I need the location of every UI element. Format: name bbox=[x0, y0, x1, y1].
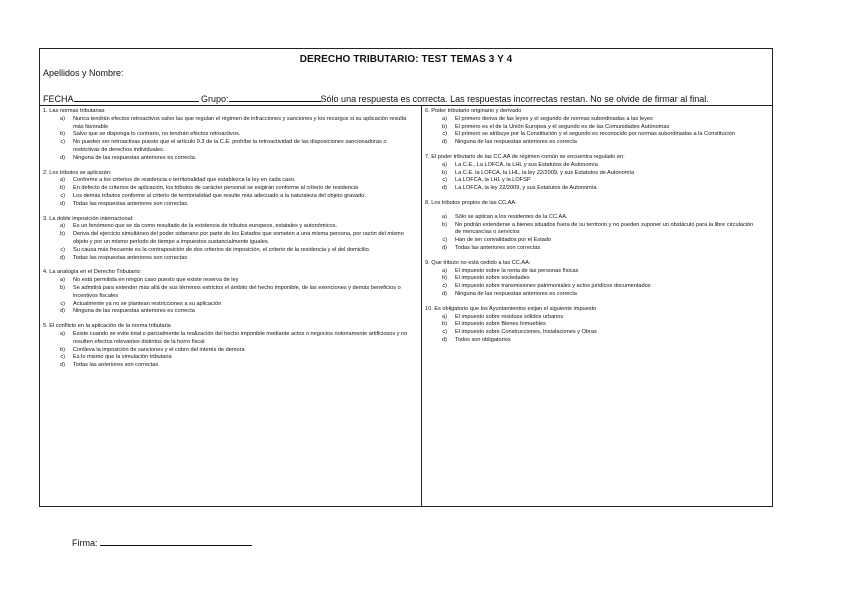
question-block bbox=[425, 200, 769, 253]
answer-option[interactable] bbox=[425, 268, 769, 276]
answer-option[interactable] bbox=[425, 222, 769, 238]
option-text: No podrán extenderse a bienes situados fuera de su territorio y no pueden suponer un obstáculo para la libre circulación de mercancías o servicios bbox=[455, 221, 754, 236]
option-letter: d) bbox=[60, 154, 65, 161]
option-letter: b) bbox=[442, 123, 447, 130]
option-letter: d) bbox=[60, 254, 65, 261]
question-block bbox=[43, 269, 418, 316]
answer-option[interactable] bbox=[425, 245, 769, 253]
answer-option[interactable] bbox=[43, 362, 418, 370]
option-text: El impuesto sobre sociedades bbox=[455, 275, 530, 282]
question-block bbox=[43, 323, 418, 370]
option-text: Todas las anteriores son correctas bbox=[73, 362, 159, 369]
option-letter: c) bbox=[60, 246, 65, 253]
question-block bbox=[43, 108, 418, 163]
option-text: Deriva del ejercicio simultáneo del poder soberano por parte de los Estados que someten a una misma persona, por razón del mismo objeto y por un mismo período de tiempo a impuestos sustancialmente iguales. bbox=[73, 231, 404, 245]
question-text: 7. El poder tributario de las CC.AA de régimen común se encuentra regulado en: bbox=[425, 153, 625, 160]
answer-option[interactable] bbox=[425, 337, 769, 345]
left-question-column bbox=[40, 106, 422, 506]
option-letter: c) bbox=[442, 237, 447, 244]
question-block bbox=[425, 260, 769, 299]
answer-option[interactable] bbox=[43, 247, 418, 255]
option-letter: a) bbox=[442, 313, 447, 320]
question-text: 4. La analogía en el Derecho Tributario: bbox=[43, 269, 142, 276]
answer-option[interactable] bbox=[43, 285, 418, 301]
option-letter: c) bbox=[442, 177, 447, 184]
option-text: El impuesto sobre transmisiones patrimoniales y actos jurídicos documentados bbox=[455, 283, 651, 290]
option-text: El primero deriva de las leyes y el segundo de normas subordinadas a las leyes bbox=[455, 115, 653, 122]
answer-option[interactable] bbox=[425, 329, 769, 337]
answer-option[interactable] bbox=[43, 277, 418, 285]
answer-option[interactable] bbox=[425, 170, 769, 178]
option-text: La C.E., La LOFCA, la LHL y sus Estatutos de Autonomía bbox=[455, 161, 598, 168]
option-text: Todas las anteriores son correctas bbox=[455, 244, 541, 251]
option-text: Ninguna de las respuestas anteriores es correcta bbox=[73, 308, 195, 315]
date-label: FECHA bbox=[43, 94, 74, 104]
option-text: Nunca tendrán efectos retroactivos salvo las que regulan el régimen de infracciones y sanciones y los recargos si su aplicación resulta más favorable bbox=[73, 115, 407, 130]
option-letter: d) bbox=[442, 139, 447, 146]
exam-header bbox=[40, 49, 772, 106]
question-text: 2. Los tributos se aplicarán: bbox=[43, 169, 112, 176]
option-letter: d) bbox=[60, 200, 65, 207]
option-letter: b) bbox=[442, 169, 447, 176]
option-letter: a) bbox=[442, 213, 447, 220]
option-text: En defecto de criterios de aplicación, los tributos de carácter personal se exigirán conforme al criterio de residencia bbox=[73, 185, 359, 192]
option-letter: c) bbox=[60, 300, 65, 307]
option-letter: a) bbox=[60, 330, 65, 337]
answer-option[interactable] bbox=[43, 185, 418, 193]
option-text: Los demás tributos conforme al criterio de territorialidad que resulte más adecuado a la naturaleza del objeto gravado. bbox=[73, 192, 366, 199]
option-letter: c) bbox=[442, 329, 447, 336]
option-text: El primero se atribuye por la Constitución y el segundo es reconocido por normas subordinadas a la Constitución bbox=[455, 131, 735, 138]
answer-option[interactable] bbox=[425, 124, 769, 132]
option-text: Ninguna de las respuestas anteriores es correcta. bbox=[73, 154, 197, 161]
option-text: Todas las respuestas anteriores son correctas. bbox=[73, 200, 189, 207]
option-letter: c) bbox=[60, 354, 65, 361]
answer-option[interactable] bbox=[425, 139, 769, 147]
question-text: 8. Los tributos propios de las CC.AA. bbox=[425, 199, 517, 206]
option-letter: a) bbox=[60, 223, 65, 230]
exam-title: DERECHO TRIBUTARIO: TEST TEMAS 3 Y 4 bbox=[299, 54, 513, 65]
exam-sheet bbox=[39, 48, 773, 507]
option-letter: d) bbox=[442, 290, 447, 297]
answer-option[interactable] bbox=[425, 185, 769, 193]
option-text: Salvo que se disponga lo contrario, no tendrán efectos retroactivos. bbox=[73, 131, 241, 138]
option-letter: a) bbox=[442, 161, 447, 168]
answer-option[interactable] bbox=[43, 231, 418, 247]
right-question-column bbox=[422, 106, 772, 506]
answer-option[interactable] bbox=[425, 162, 769, 170]
option-text: Conlleva la imposición de sanciones y el cobro del interés de demora bbox=[73, 346, 245, 353]
answer-option[interactable] bbox=[43, 255, 418, 263]
option-letter: d) bbox=[442, 244, 447, 251]
option-letter: b) bbox=[60, 131, 65, 138]
answer-option[interactable] bbox=[43, 201, 418, 209]
question-block bbox=[43, 170, 418, 209]
answer-option[interactable] bbox=[425, 177, 769, 185]
option-text: Se admitirá para extender más allá de sus términos estrictos el ámbito del hecho imponible, de las exenciones y demás beneficios o incentivos fiscales bbox=[73, 284, 401, 299]
answer-option[interactable] bbox=[425, 214, 769, 222]
option-text: El impuesto sobre residuos sólidos urbanos bbox=[455, 313, 564, 320]
answer-option[interactable] bbox=[43, 347, 418, 355]
option-letter: b) bbox=[60, 185, 65, 192]
option-text: La LOFCA, la ley 22/2009, y sus Estatutos de Autonomía bbox=[455, 185, 597, 192]
signature-label: Firma: bbox=[72, 538, 98, 548]
option-text: Existe cuando se evite total o parcialmente la realización del hecho imponible mediante actos o negocios notoriamente artificiosos y no resulten efectos relevantes distintos de la horro fiscal bbox=[73, 330, 408, 345]
answer-option[interactable] bbox=[43, 308, 418, 316]
date-blank-line bbox=[74, 93, 199, 102]
group-blank-line bbox=[229, 93, 321, 102]
option-letter: b) bbox=[60, 284, 65, 291]
option-letter: d) bbox=[442, 185, 447, 192]
option-text: Conforme a los criterios de residencia o territorialidad que establezca la ley en cada caso. bbox=[73, 177, 296, 184]
option-text: La C.E. la LOFCA, la LHL, la ley 22/2009, y sus Estatutos de Autonomía bbox=[455, 169, 635, 176]
question-text: 6. Poder tributario originario y derivado bbox=[425, 108, 522, 114]
option-text: Su causa más frecuente es la contraposición de dos criterios de imposición, el criterio de la residencia y el del domicilio. bbox=[73, 246, 371, 253]
signature-line bbox=[72, 537, 252, 548]
instructions-text: Sólo una respuesta es correcta. Las respuestas incorrectas restan. No se olvide de firmar al final. bbox=[320, 94, 709, 104]
option-letter: b) bbox=[60, 231, 65, 238]
option-text: Han de ser convalidados por el Estado bbox=[455, 237, 552, 244]
question-block bbox=[43, 216, 418, 263]
option-text: No pueden ser retroactivas puesto que el artículo 9.3 de la C.E. prohíbe la retroactividad de las disposiciones sancionadoras o restrictivas de derechos individuales. bbox=[73, 139, 387, 153]
option-letter: a) bbox=[60, 177, 65, 184]
question-block bbox=[425, 154, 769, 193]
option-text: El primero es el de la Unión Europea y el segundo es de las Comunidades Autónomas bbox=[455, 123, 670, 130]
question-block bbox=[425, 108, 769, 147]
answer-option[interactable] bbox=[43, 131, 418, 139]
option-letter: b) bbox=[442, 321, 447, 328]
answer-option[interactable] bbox=[425, 275, 769, 283]
answer-option[interactable] bbox=[425, 237, 769, 245]
option-letter: d) bbox=[442, 336, 447, 343]
answer-option[interactable] bbox=[43, 116, 418, 132]
option-text: La LOFCA, la LHL y la LOFSP bbox=[455, 177, 531, 184]
option-text: El impuesto sobre Bienes Inmuebles bbox=[455, 321, 546, 328]
option-text: No está permitida en ningún caso puesto que existe reserva de ley bbox=[73, 277, 239, 284]
option-text: Sólo se aplican a los residentes de la CC.AA. bbox=[455, 213, 568, 220]
group-label: Grupo: bbox=[201, 94, 229, 104]
option-letter: d) bbox=[60, 308, 65, 315]
answer-option[interactable] bbox=[43, 155, 418, 163]
option-letter: d) bbox=[60, 362, 65, 369]
date-group-line bbox=[43, 93, 709, 104]
answer-option[interactable] bbox=[425, 131, 769, 139]
option-text: El impuesto sobre la renta de las personas físicas bbox=[455, 267, 579, 274]
option-text: Actualmente ya no se plantean restricciones a su aplicación bbox=[73, 300, 222, 307]
option-letter: a) bbox=[60, 115, 65, 122]
answer-option[interactable] bbox=[425, 314, 769, 322]
option-letter: c) bbox=[442, 283, 447, 290]
option-letter: a) bbox=[442, 115, 447, 122]
option-letter: c) bbox=[442, 131, 447, 138]
option-text: Todos son obligatorios bbox=[455, 336, 511, 343]
name-field-label: Apellidos y Nombre: bbox=[43, 68, 124, 78]
option-letter: a) bbox=[60, 277, 65, 284]
question-text: 10. Es obligatorio que los Ayuntamientos exijan el siguiente impuesto bbox=[425, 305, 597, 312]
answer-option[interactable] bbox=[43, 193, 418, 201]
option-text: Ninguna de las respuestas anteriores es correcta bbox=[455, 139, 577, 146]
option-text: Es un fenómeno que se da como resultado de la existencia de tributos europeos, estatales y autonómicos. bbox=[73, 223, 337, 230]
answer-option[interactable] bbox=[43, 177, 418, 185]
option-text: El impuesto sobre Construcciones, Instalaciones y Obras bbox=[455, 329, 597, 336]
option-text: Es lo mismo que la simulación tributaria bbox=[73, 354, 172, 361]
answer-option[interactable] bbox=[43, 301, 418, 309]
signature-blank-line bbox=[100, 537, 252, 546]
question-text: 3. La doble imposición internacional: bbox=[43, 215, 134, 222]
answer-option[interactable] bbox=[43, 354, 418, 362]
answer-option[interactable] bbox=[43, 223, 418, 231]
question-text: 5. El conflicto en la aplicación de la norma tributaria bbox=[43, 323, 171, 330]
answer-option[interactable] bbox=[425, 321, 769, 329]
option-letter: a) bbox=[442, 267, 447, 274]
option-text: Ninguna de las respuestas anteriores es correcta bbox=[455, 290, 577, 297]
question-text: 9. Que tributo no está cedido a las CC.AA: bbox=[425, 259, 531, 266]
option-letter: c) bbox=[60, 139, 65, 146]
answer-option[interactable] bbox=[425, 116, 769, 124]
answer-option[interactable] bbox=[425, 291, 769, 299]
question-text: 1. Las normas tributarias bbox=[43, 108, 105, 114]
answer-option[interactable] bbox=[425, 283, 769, 291]
question-block bbox=[425, 306, 769, 345]
option-letter: b) bbox=[442, 275, 447, 282]
option-letter: b) bbox=[442, 221, 447, 228]
option-letter: b) bbox=[60, 346, 65, 353]
answer-option[interactable] bbox=[43, 139, 418, 155]
answer-option[interactable] bbox=[43, 331, 418, 347]
option-letter: c) bbox=[60, 192, 65, 199]
option-text: Todas las respuestas anteriores son correctas bbox=[73, 254, 188, 261]
